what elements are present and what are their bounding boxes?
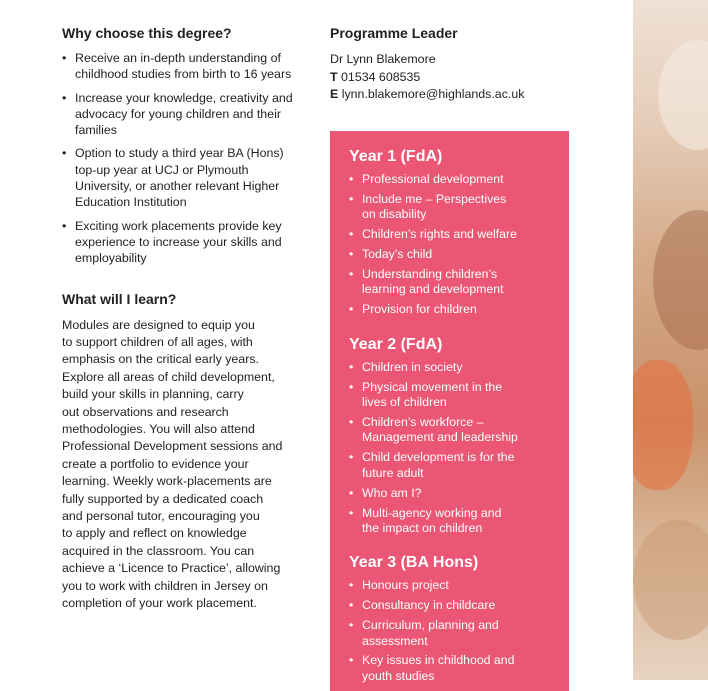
list-item: • Increase your knowledge, creativity and advocacy for young children and their families xyxy=(62,90,294,139)
child-photo xyxy=(633,0,708,680)
list-item: • Provision for children xyxy=(349,302,559,317)
year-1-modules xyxy=(349,172,559,318)
list-item: • Honours project xyxy=(349,578,559,593)
year-2-modules xyxy=(349,360,559,537)
list-item: • Curriculum, planning and assessment xyxy=(349,618,559,649)
year-1-title: Year 1 (FdA) xyxy=(349,148,443,165)
leader-name: Dr Lynn Blakemore xyxy=(330,52,436,66)
leader-heading: Programme Leader xyxy=(330,25,458,41)
list-item: • Option to study a third year BA (Hons) top-up year at UCJ or Plymouth University, or another relevant Higher Education Institution xyxy=(62,145,294,210)
phone-line xyxy=(330,69,600,87)
photo-hand xyxy=(633,520,708,640)
list-item: • Understanding children’s learning and development xyxy=(349,267,559,298)
list-item: • Professional development xyxy=(349,172,559,187)
email-label: E xyxy=(330,87,339,102)
email-line xyxy=(330,86,600,104)
list-item: • Consultancy in childcare xyxy=(349,598,559,613)
list-item: • Child development is for the future adult xyxy=(349,450,559,481)
list-item: • Today’s child xyxy=(349,247,559,262)
modules-panel xyxy=(330,131,569,691)
why-heading: Why choose this degree? xyxy=(62,25,232,41)
contact-block xyxy=(330,51,600,104)
list-item: • Include me – Perspectives on disability xyxy=(349,192,559,223)
phone-label: T xyxy=(330,69,338,84)
left-column xyxy=(62,24,294,612)
list-item: • Exciting work placements provide key experience to increase your skills and employability xyxy=(62,218,294,267)
list-item: • Children’s rights and welfare xyxy=(349,227,559,242)
year-3-modules xyxy=(349,578,559,684)
why-list xyxy=(62,50,294,267)
list-item: • Children’s workforce – Management and leadership xyxy=(349,415,559,446)
photo-clothing xyxy=(633,360,693,490)
list-item: • Multi-agency working and the impact on children xyxy=(349,506,559,537)
list-item: • Who am I? xyxy=(349,486,559,501)
year-2-title: Year 2 (FdA) xyxy=(349,335,443,353)
learn-heading: What will I learn? xyxy=(62,290,177,307)
list-item: • Children in society xyxy=(349,360,559,375)
photo-highlight xyxy=(658,40,708,150)
photo-shadow xyxy=(653,210,708,350)
learn-paragraph: Modules are designed to equip you to support children of all ages, with emphasis on the critical early years. Explore all areas of child development, build your skills in planning, carry out observations and research methodologies. You will also attend Professional Development sessions and create a portfolio to evidence your learning. Weekly work-placements are fully supported by a dedicated coach and personal tutor, encouraging you to apply and reflect on knowledge acquired in the classroom. You can achieve a ‘Licence to Practice’, allowing you to work with children in Jersey on completion of your work placement. xyxy=(62,317,283,611)
phone-number: 01534 608535 xyxy=(341,69,421,84)
year-3-title: Year 3 (BA Hons) xyxy=(349,554,479,572)
list-item: • Key issues in childhood and youth studies xyxy=(349,653,559,684)
list-item: • Receive an in-depth understanding of childhood studies from birth to 16 years xyxy=(62,50,294,83)
email-address[interactable]: lynn.blakemore@highlands.ac.uk xyxy=(341,87,525,102)
list-item: • Physical movement in the lives of children xyxy=(349,380,559,411)
programme-leader xyxy=(330,24,600,104)
